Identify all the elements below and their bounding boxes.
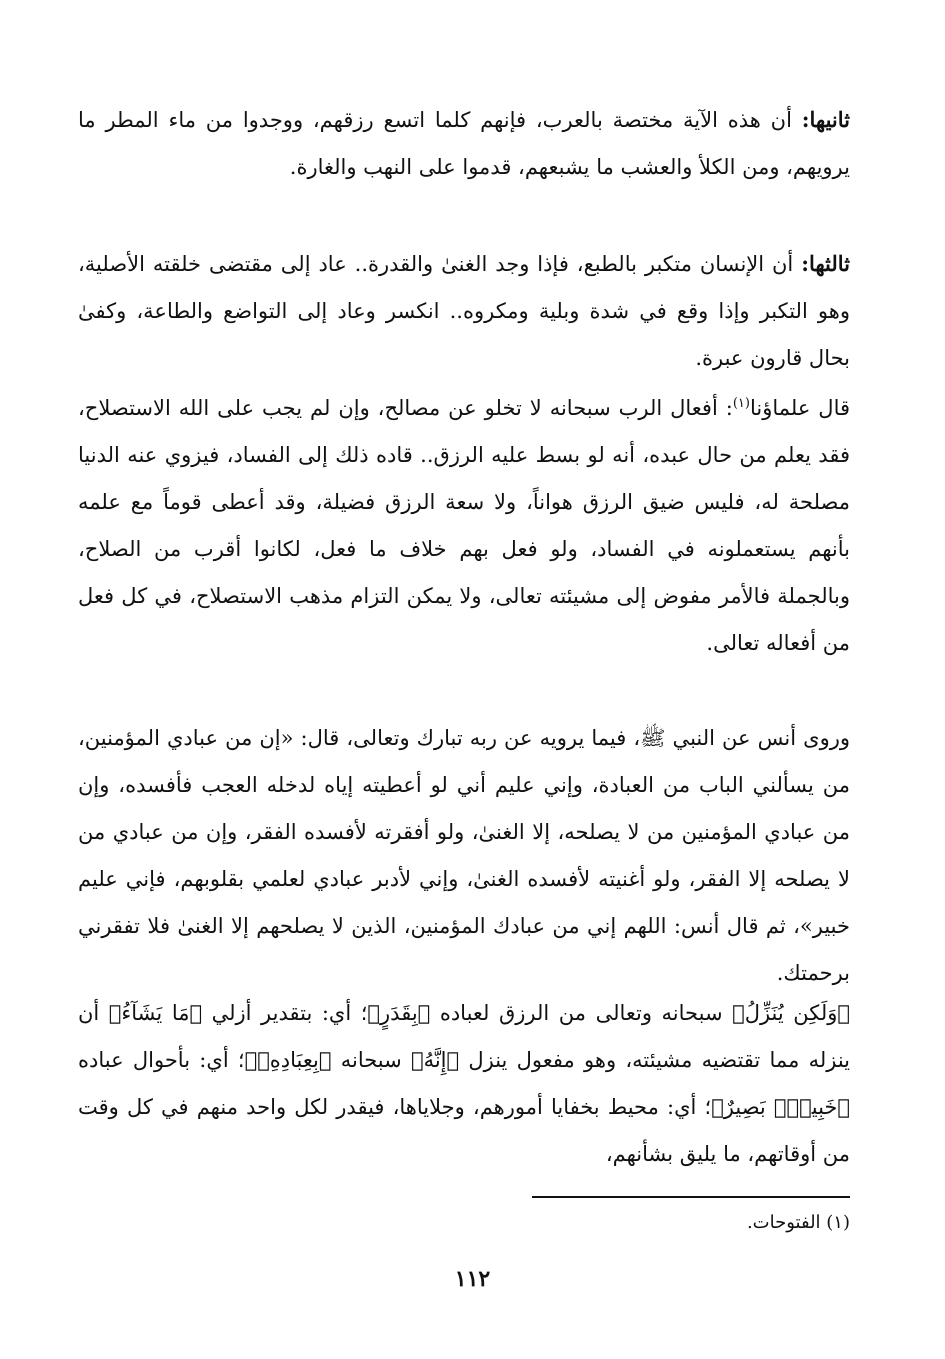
paragraph-third-reason [78,240,850,382]
paragraph-body: أن هذه الآية مختصة بالعرب، فإنهم كلما اتسع رزقهم، ووجدوا من ماء المطر ما يرويهم، ومن الكلأ والعشب ما يشبعهم، قدموا على النهب والغارة. [78,108,850,179]
paragraph-body: ﴿وَلَكِن يُنَزِّلُ﴾ سبحانه وتعالى من الرزق لعباده ﴿بِقَدَرٍ﴾؛ أي: بتقدير أزلي ﴿مَا يَشَآءُ﴾ أن ينزله مما تقتضيه مشيئته، وهو مفعول ينزل ﴿إِنَّهُ﴾ سبحانه ﴿بِعِبَادِهِۦ﴾؛ أي: بأحوال عباده ﴿خَبِيرٌۢ بَصِيرٌ﴾؛ أي: محيط بخفايا أمورهم، وجلاياها، فيقدر لكل واحد منهم في كل وقت من أوقاتهم، ما يليق بشأنهم، [78,1001,850,1166]
paragraph-body: أن الإنسان متكبر بالطبع، فإذا وجد الغنىٰ والقدرة.. عاد إلى مقتضى خلقته الأصلية، وهو التكبر وإذا وقع في شدة وبلية ومكروه.. انكسر وعاد إلى التواضع والطاعة، وكفىٰ بحال قارون عبرة. [78,252,850,370]
footnote-divider [532,1196,850,1198]
paragraph-intro: قال علماؤنا [749,396,851,420]
paragraph-body: : أفعال الرب سبحانه لا تخلو عن مصالح، وإن لم يجب على الله الاستصلاح، فقد يعلم من حال عبده، أنه لو بسط عليه الرزق.. قاده ذلك إلى الفساد، فيزوي عنه الدنيا مصلحة له، فليس ضيق الرزق هواناً، ولا سعة الرزق فضيلة، وقد أعطى قوماً مع علمه بأنهم يستعملونه في الفساد، ولو فعل بهم خلاف ما فعل، لكانوا أقرب من الصلاح، وبالجملة فالأمر مفوض إلى مشيئته تعالى، ولا يمكن التزام مذهب الاستصلاح، في كل فعل من أفعاله تعالى. [78,396,850,655]
paragraph-second-reason [78,96,850,191]
paragraph-tafsir [78,990,850,1178]
paragraph-body: وروى أنس عن النبي ﷺ، فيما يرويه عن ربه تبارك وتعالى، قال: «إن من عبادي المؤمنين، من يسألني الباب من العبادة، وإني عليم أني لو أعطيته إياه لدخله العجب فأفسده، وإن من عبادي المؤمنين من لا يصلحه، إلا الغنىٰ، ولو أفقرته لأفسده الفقر، وإن من عبادي من لا يصلحه إلا الفقر، ولو أغنيته لأفسده الغنىٰ، وإني لأدبر عبادي لعلمي بقلوبهم، فإني عليم خبير»، ثم قال أنس: اللهم إني من عبادك المؤمنين، الذين لا يصلحهم إلا الغنىٰ فلا تفقرني برحمتك. [78,726,850,985]
paragraph-scholars-quote [78,385,850,667]
paragraph-hadith [78,715,850,997]
paragraph-lead: ثالثها: [801,251,850,276]
footnote: (١) الفتوحات. [746,1212,850,1233]
paragraph-lead: ثانيها: [801,107,850,132]
page-number: ١١٢ [454,1266,491,1292]
footnote-reference[interactable]: (١) [732,396,750,411]
